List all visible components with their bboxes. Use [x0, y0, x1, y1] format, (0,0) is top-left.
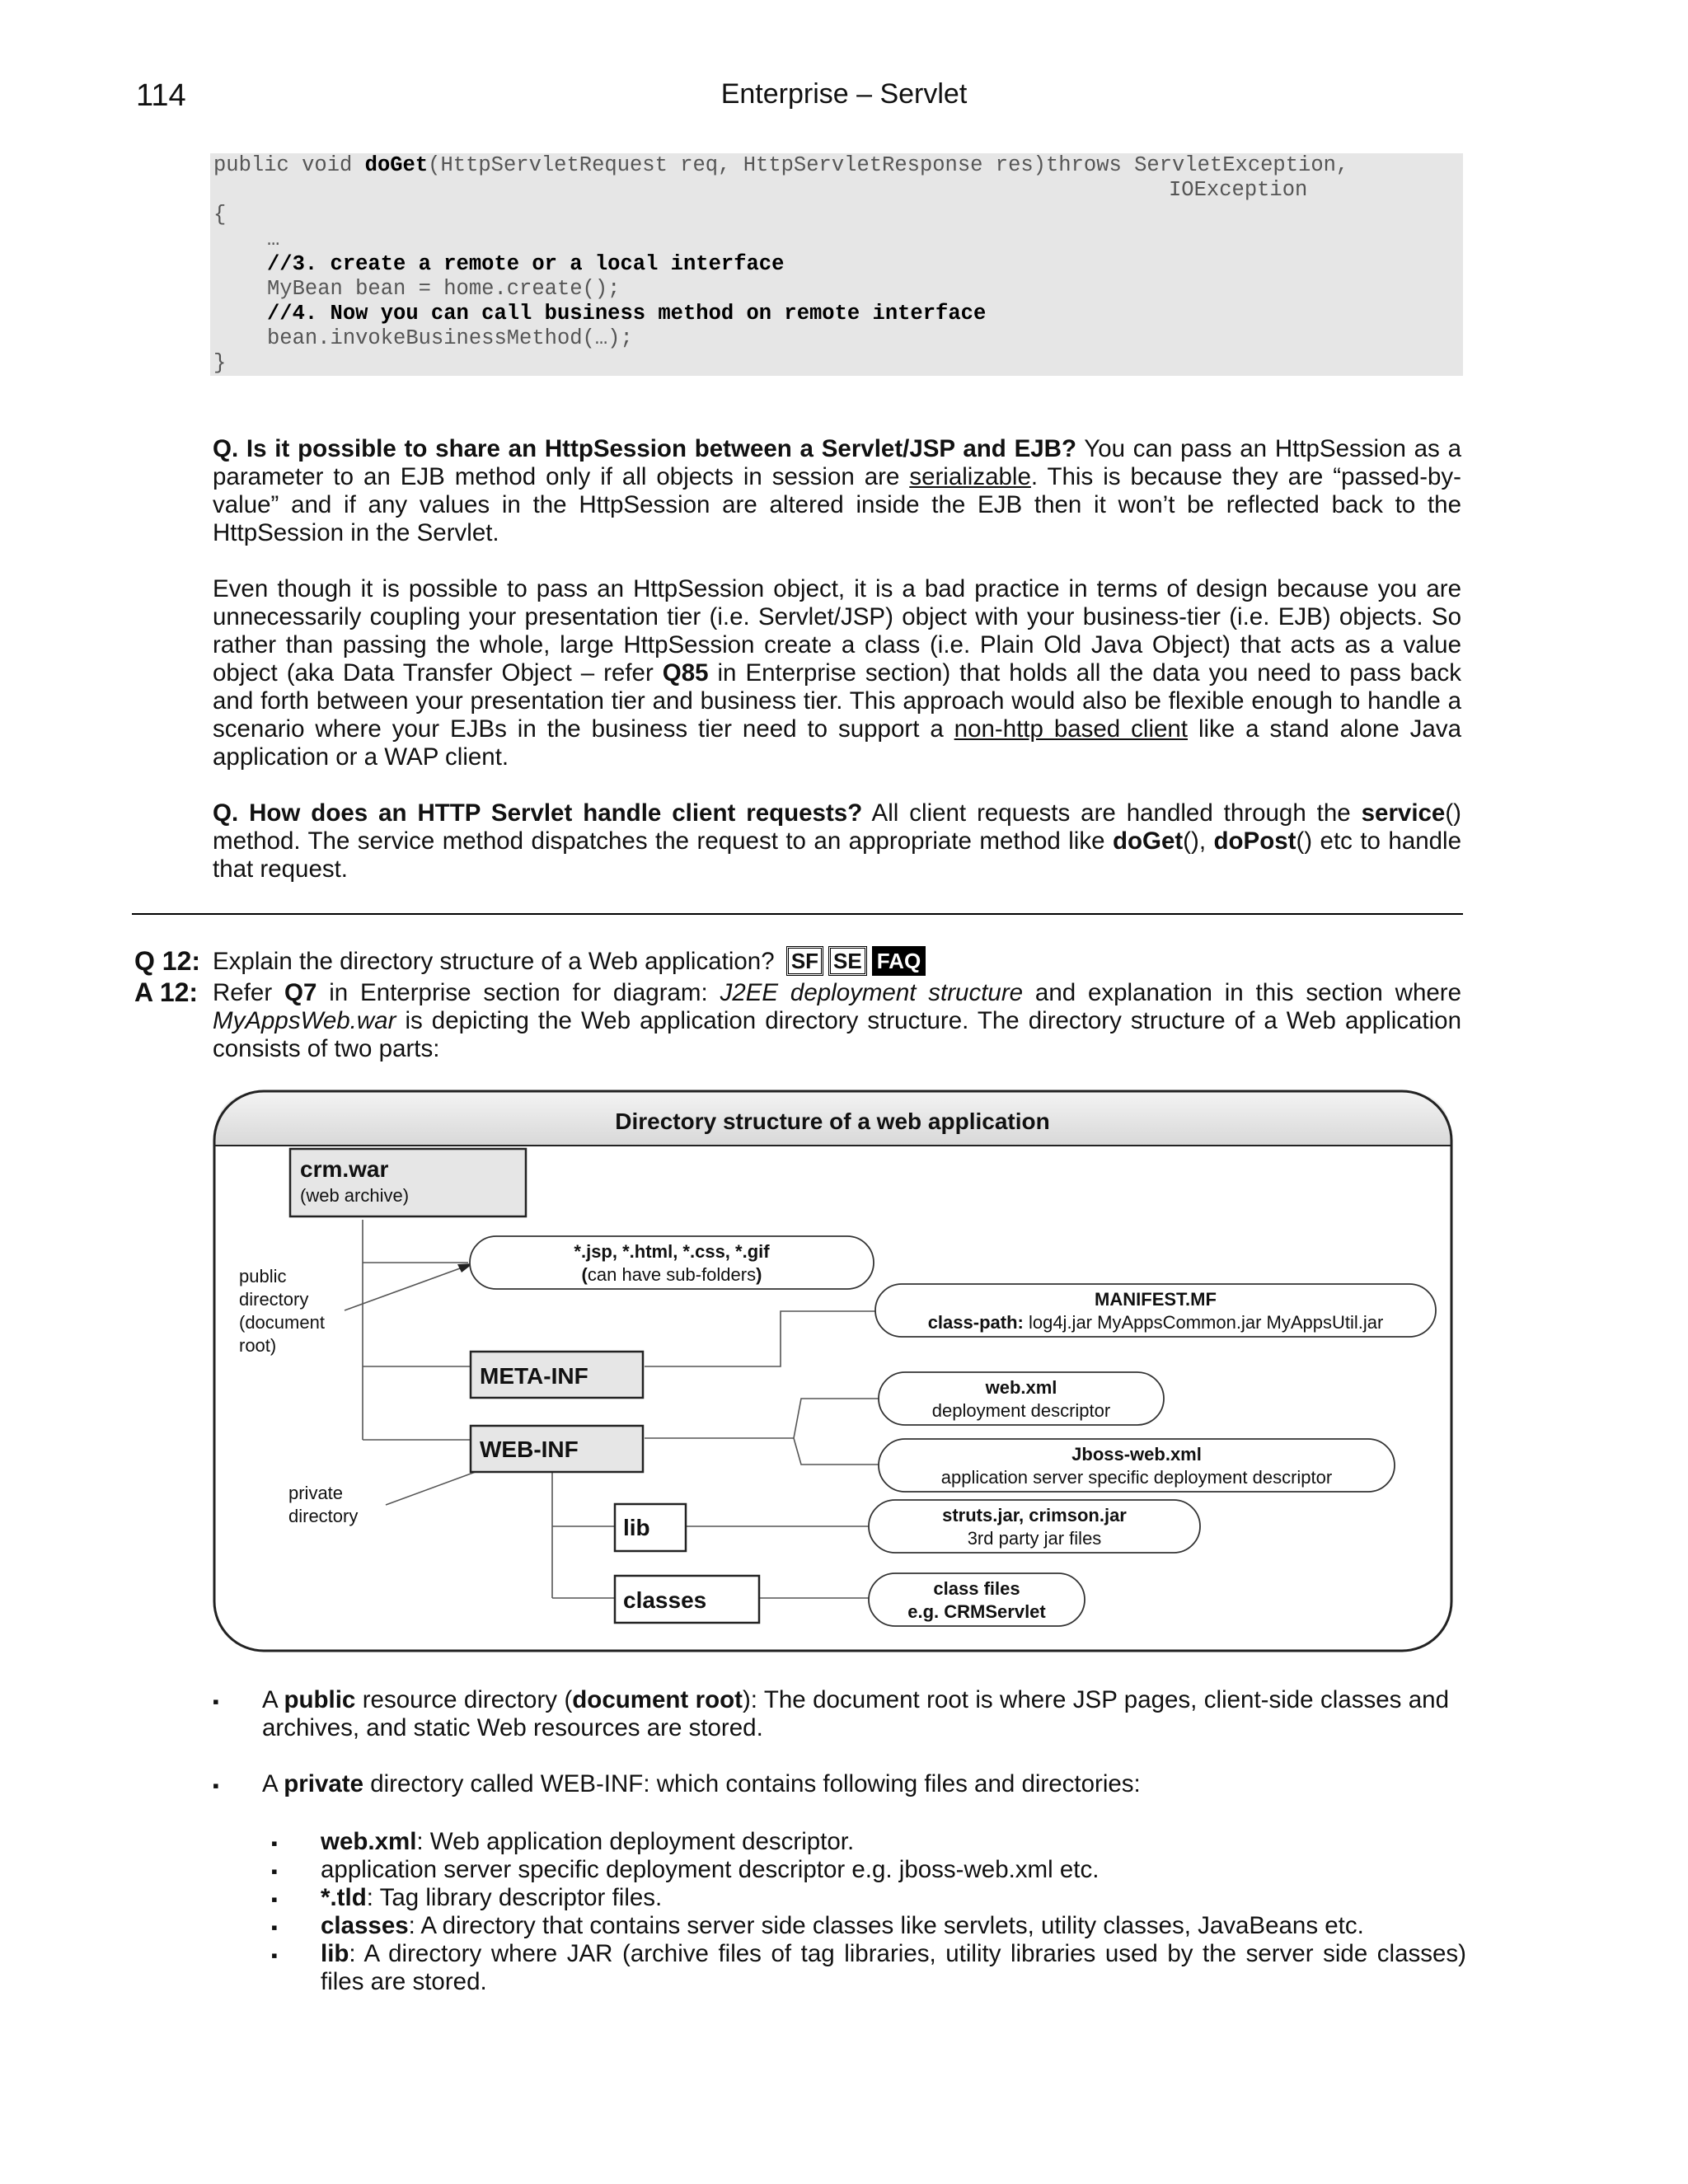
- q12-label: Q 12:: [134, 946, 201, 976]
- lib-label: lib: [623, 1515, 650, 1540]
- design-paragraph: Even though it is possible to pass an HttpSession object, it is a bad practice in terms of design because you are unnecessarily coupling your presentation tier (i.e. Servlet/JSP) object with your business-tier (i.e. EJB) objects. So rather than passing the whole, large HttpSession create a class (i.e. Plain Old Java Object) that acts as a value object (aka Data Transfer Object – refer Q85 in Enterprise section) that holds all the data you need to pass back and forth between your presentation tier and business tier. This approach would also be flexible enough to handle a scenario where your EJBs in the business tier need to support a non-http based client like a stand alone Java application or a WAP client.: [213, 575, 1461, 771]
- private-directory-label: private directory: [288, 1483, 359, 1526]
- web-inf-label: WEB-INF: [480, 1436, 579, 1462]
- meta-inf-label: META-INF: [480, 1363, 588, 1389]
- bullet-public: A public resource directory (document root): The document root is where JSP pages, client-side classes and archives, and static Web resources are stored.: [262, 1686, 1449, 1741]
- code-line-9: }: [213, 351, 227, 375]
- sub-bullet-marker: ▪: [271, 1945, 278, 1966]
- code-line-1: public void doGet(HttpServletRequest req, HttpServletResponse res)throws ServletException,: [213, 153, 1349, 177]
- manifest-classpath: class-path: log4j.jar MyAppsCommon.jar MyAppsUtil.jar: [927, 1312, 1384, 1333]
- classes-label: classes: [623, 1587, 707, 1613]
- http-paragraph: Q. How does an HTTP Servlet handle client requests? All client requests are handled through the service() method. The service method dispatches the request to an appropriate method like doGet(), doPost() etc to handle that request.: [213, 799, 1462, 883]
- faq-badge: FAQ: [872, 946, 926, 976]
- session-paragraph: Q. Is it possible to share an HttpSession between a Servlet/JSP and EJB? You can pass an HttpSession as a parameter to an EJB method only if all objects in session are serializable. This is because they are “passed-by-value” and if any values in the HttpSession are altered inside the EJB then it won’t be reflected back to the HttpSession in the Servlet.: [213, 435, 1462, 546]
- sub-bullet-classes: classes: A directory that contains server side classes like servlets, utility classes, JavaBeans etc.: [321, 1912, 1364, 1939]
- a12-label: A 12:: [134, 977, 199, 1007]
- code-line-6: MyBean bean = home.create();: [267, 277, 621, 301]
- sub-bullet-app-server: application server specific deployment descriptor e.g. jboss-web.xml etc.: [321, 1856, 1100, 1883]
- section-divider: [132, 913, 1463, 915]
- crm-war-title: crm.war: [300, 1156, 389, 1182]
- directory-structure-diagram: [213, 1090, 1453, 1652]
- code-line-2: IOException: [1169, 178, 1308, 202]
- session-question: Q. Is it possible to share an HttpSession between a Servlet/JSP and EJB?: [213, 435, 1076, 462]
- http-question: Q. How does an HTTP Servlet handle client requests?: [213, 799, 863, 827]
- page-number: 114: [136, 78, 186, 113]
- jsp-files-title: *.jsp, *.html, *.css, *.gif: [574, 1241, 770, 1262]
- non-http-link: non-http based client: [954, 715, 1189, 743]
- code-line-4: …: [267, 227, 280, 251]
- jboss-web-xml-subtitle: application server specific deployment descriptor: [940, 1467, 1333, 1488]
- serializable-link: serializable: [909, 463, 1031, 490]
- sub-bullet-marker: ▪: [271, 1861, 278, 1882]
- web-xml-subtitle: deployment descriptor: [931, 1400, 1111, 1421]
- jar-files-title: struts.jar, crimson.jar: [942, 1505, 1127, 1526]
- sf-badge: SF: [786, 946, 823, 976]
- web-xml-title: web.xml: [985, 1377, 1057, 1398]
- sub-bullet-marker: ▪: [271, 1833, 278, 1854]
- q12-question: Explain the directory structure of a Web application? SF SE FAQ: [213, 946, 1461, 976]
- jboss-web-xml-title: Jboss-web.xml: [1071, 1444, 1202, 1465]
- sub-bullet-tld: *.tld: Tag library descriptor files.: [321, 1884, 663, 1911]
- sub-bullet-web-xml: web.xml: Web application deployment descriptor.: [321, 1828, 855, 1855]
- crm-war-subtitle: (web archive): [300, 1185, 410, 1206]
- sub-bullet-lib: lib: A directory where JAR (archive files of tag libraries, utility libraries used by the server side classes) files are stored.: [321, 1940, 1466, 1995]
- sub-bullet-marker: ▪: [271, 1889, 278, 1910]
- code-line-8: bean.invokeBusinessMethod(…);: [267, 326, 633, 350]
- a12-answer: Refer Q7 in Enterprise section for diagram: J2EE deployment structure and explanation in this section where MyAppsWeb.war is depicting the Web application directory structure. The directory structure of a Web application consists of two parts:: [213, 979, 1461, 1062]
- code-block: [210, 153, 1463, 376]
- jsp-files-subtitle: (can have sub-folders): [581, 1264, 762, 1285]
- bullet-marker: ▪: [213, 1691, 219, 1712]
- bullet-private: A private directory called WEB-INF: which contains following files and directories:: [262, 1770, 1141, 1797]
- class-files-subtitle: e.g. CRMServlet: [907, 1601, 1046, 1622]
- sub-bullet-marker: ▪: [271, 1917, 278, 1938]
- code-line-5: //3. create a remote or a local interface: [267, 252, 785, 276]
- class-files-title: class files: [933, 1578, 1020, 1599]
- manifest-title: MANIFEST.MF: [1095, 1289, 1217, 1310]
- code-line-3: {: [213, 203, 227, 227]
- se-badge: SE: [828, 946, 867, 976]
- jar-files-subtitle: 3rd party jar files: [967, 1528, 1102, 1549]
- bullet-marker: ▪: [213, 1775, 219, 1796]
- diagram-title: Directory structure of a web application: [615, 1108, 1050, 1134]
- public-directory-label: public directory (document root): [239, 1266, 325, 1356]
- code-line-7: //4. Now you can call business method on remote interface: [267, 302, 987, 326]
- running-head: Enterprise – Servlet: [720, 78, 968, 110]
